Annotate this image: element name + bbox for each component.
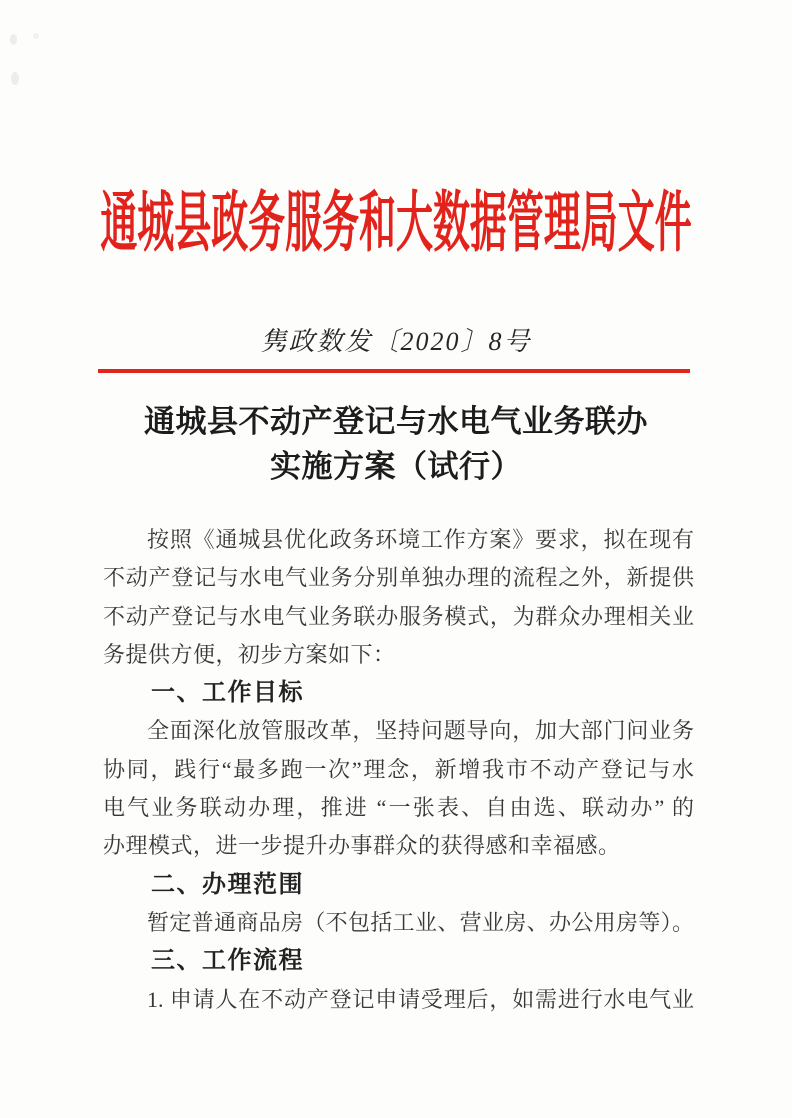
- scan-artifact: [11, 72, 19, 85]
- agency-banner: [0, 186, 792, 262]
- body-text-line: 暂定普通商品房（不包括工业、营业房、办公用房等）。: [147, 909, 694, 935]
- scan-artifact: [10, 34, 17, 45]
- document-title: [0, 399, 792, 489]
- body-text-line: 全面深化放管服改革，坚持问题导向，加大部门问业务: [147, 718, 694, 744]
- scan-artifact: [33, 33, 39, 39]
- body-text-line: 务提供方便，初步方案如下：: [103, 641, 396, 667]
- body-text-line: 按照《通城县优化政务环境工作方案》要求，拟在现有: [147, 527, 694, 552]
- section-heading: 二、办理范围: [151, 870, 304, 898]
- body-text-line: 协同，践行“最多跑一次”理念，新增我市不动产登记与水: [103, 756, 694, 782]
- document-number: 隽政数发〔2020〕8号: [260, 327, 532, 356]
- section-heading: 三、工作流程: [151, 947, 304, 975]
- document-body: [103, 521, 694, 1019]
- body-text-line: 办理模式，进一步提升办事群众的获得感和幸福感。: [103, 833, 621, 859]
- document-title-line-1: 通城县不动产登记与水电气业务联办: [144, 404, 648, 439]
- document-title-line-2: 实施方案（试行）: [270, 449, 522, 484]
- body-text-line: 1. 申请人在不动产登记申请受理后，如需进行水电气业: [147, 986, 694, 1012]
- red-separator-rule: [98, 369, 690, 373]
- agency-banner-title: 通城县政务服务和大数据管理局文件: [100, 187, 692, 260]
- section-heading: 一、工作目标: [151, 679, 304, 707]
- body-text-line: 不动产登记与水电气业务联办服务模式，为群众办理相关业: [103, 603, 694, 629]
- body-text-line: 电气业务联动办理，推进 “一张表、自由选、联动办” 的: [103, 795, 694, 821]
- body-text-line: 不动产登记与水电气业务分别单独办理的流程之外，新提供: [103, 565, 694, 591]
